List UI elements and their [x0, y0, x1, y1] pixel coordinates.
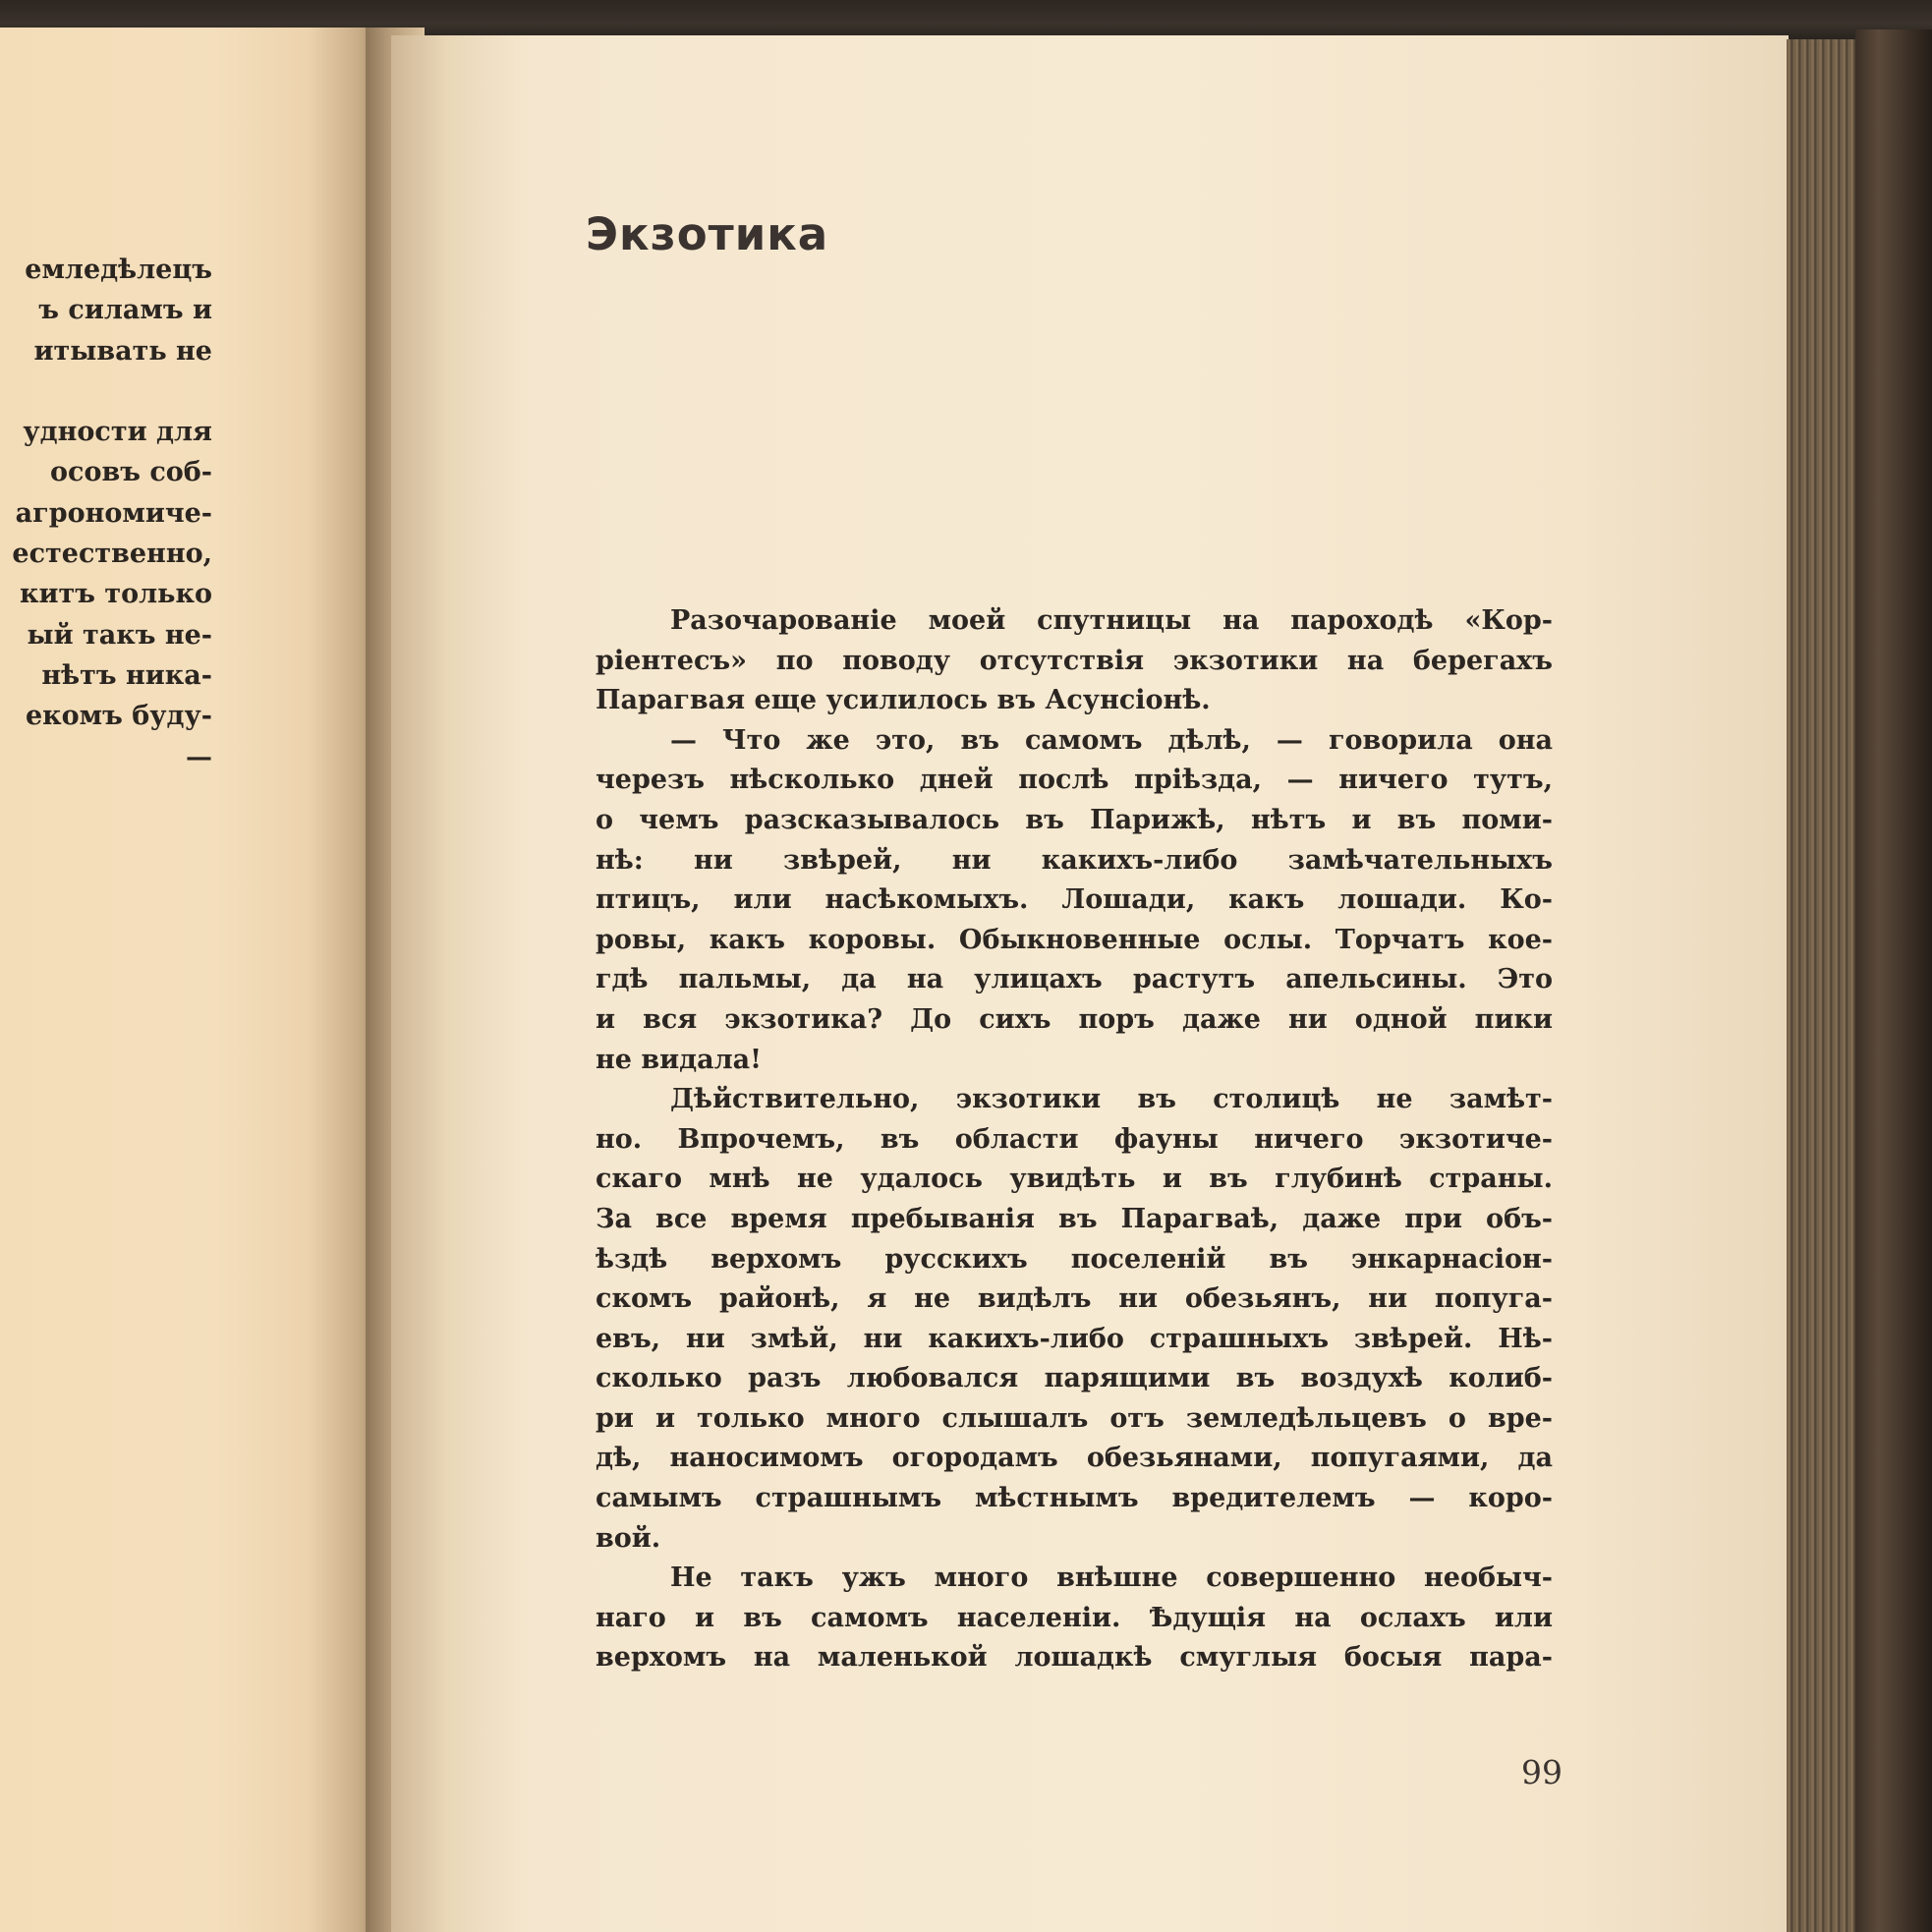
left-page-line: —	[186, 741, 212, 772]
left-page	[0, 28, 385, 1932]
text-line: ровы, какъ коровы. Обыкновенные ослы. Торчатъ кое-	[596, 924, 1553, 955]
text-line: Не такъ ужъ много внѣшне совершенно необыч-	[670, 1563, 1553, 1594]
chapter-title: Экзотика	[586, 208, 829, 260]
text-line: Дѣйствительно, экзотики въ столицѣ не замѣт-	[670, 1084, 1553, 1115]
text-line: Разочарованіе моей спутницы на пароходѣ «Кор-	[670, 605, 1553, 636]
text-line: вой.	[596, 1522, 661, 1554]
text-line: ри и только много слышалъ отъ земледѣльцевъ о вре-	[596, 1402, 1553, 1434]
text-line: сколько разъ любовался парящими въ воздухѣ колиб-	[596, 1363, 1553, 1394]
left-page-line: емледѣлецъ	[25, 255, 212, 285]
text-line: нѣ: ни звѣрей, ни какихъ-либо замѣчательныхъ	[596, 844, 1553, 876]
text-line: — Что же это, въ самомъ дѣлѣ, — говорила она	[670, 724, 1553, 756]
text-line: не видала!	[596, 1044, 763, 1075]
text-line: о чемъ разсказывалось въ Парижѣ, нѣтъ и въ поми-	[596, 804, 1553, 835]
left-page-line: ъ силамъ и	[38, 295, 212, 326]
text-line: скаго мнѣ не удалось увидѣть и въ глубинѣ страны.	[596, 1164, 1553, 1195]
left-page-line: екомъ буду-	[25, 701, 212, 732]
text-line: и вся экзотика? До сихъ поръ даже ни одной пики	[596, 1003, 1553, 1035]
text-line: но. Впрочемъ, въ области фауны ничего экзотиче-	[596, 1123, 1553, 1155]
page-number: 99	[1521, 1753, 1563, 1791]
left-page-line: китъ только	[20, 579, 212, 610]
text-line: скомъ районѣ, я не видѣлъ ни обезьянъ, ни попуга-	[596, 1283, 1553, 1315]
left-page-text	[0, 250, 212, 777]
text-line: самымъ страшнымъ мѣстнымъ вредителемъ — коро-	[596, 1483, 1553, 1514]
left-page-line: удности для	[23, 417, 212, 448]
text-line: наго и въ самомъ населеніи. Ѣдущія на ослахъ или	[596, 1602, 1553, 1633]
text-line: гдѣ пальмы, да на улицахъ растутъ апельсины. Это	[596, 964, 1553, 995]
text-line: дѣ, наносимомъ огородамъ обезьянами, попугаями, да	[596, 1443, 1553, 1474]
left-page-line	[0, 371, 212, 412]
left-page-line: итывать не	[33, 335, 212, 367]
book-cover-edge	[1855, 29, 1932, 1932]
left-page-line: осовъ соб-	[50, 457, 212, 488]
left-page-line: нѣтъ ника-	[41, 659, 212, 691]
text-line: верхомъ на маленькой лошадкѣ смуглыя босыя пара-	[596, 1642, 1553, 1674]
body-text	[596, 601, 1553, 1678]
text-line: черезъ нѣсколько дней послѣ пріѣзда, — ничего тутъ,	[596, 765, 1553, 796]
left-page-line: естественно,	[12, 539, 212, 570]
page-edges	[1787, 39, 1855, 1932]
text-line: ріентесъ» по поводу отсутствія экзотики на берегахъ	[596, 645, 1553, 676]
text-line: Парагвая еще усилилось въ Асунсіонѣ.	[596, 685, 1211, 716]
text-line: евъ, ни змѣй, ни какихъ-либо страшныхъ звѣрей. Нѣ-	[596, 1323, 1553, 1354]
text-line: ѣздѣ верхомъ русскихъ поселеній въ энкарнасіон-	[596, 1243, 1553, 1275]
text-line: За все время пребыванія въ Парагваѣ, даже при объ-	[596, 1203, 1553, 1234]
left-page-line: ый такъ не-	[27, 619, 212, 651]
left-page-line: агрономиче-	[15, 497, 212, 529]
text-line: птицъ, или насѣкомыхъ. Лошади, какъ лошади. Ко-	[596, 884, 1553, 916]
